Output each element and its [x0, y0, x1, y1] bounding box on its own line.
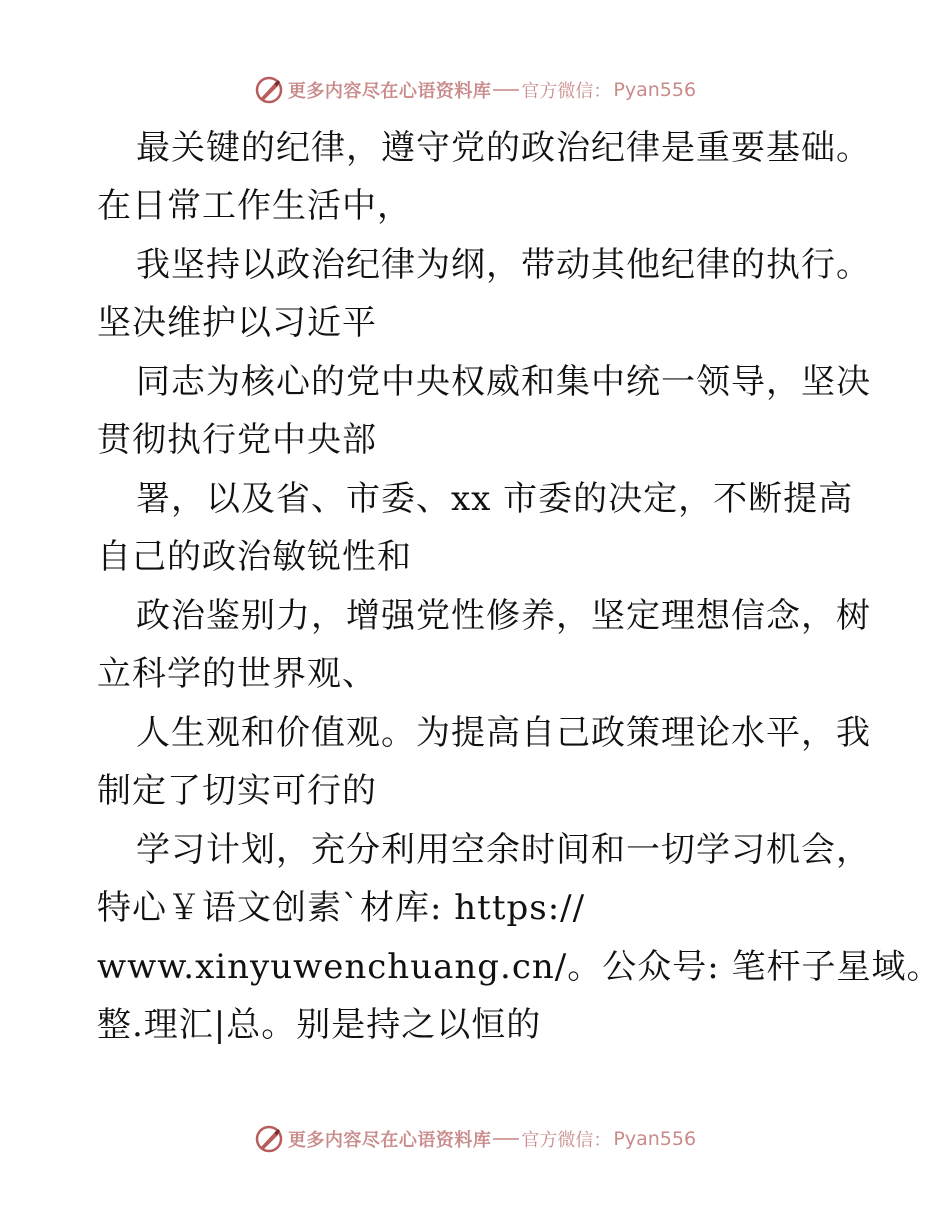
- text-line: 在日常工作生活中，: [97, 186, 412, 226]
- text-line: 同志为核心的党中央权威和集中统一领导，坚决: [136, 362, 871, 402]
- watermark-text: 更多内容尽在心语资料库: [287, 81, 492, 102]
- text-line: www.xinyuwenchuang.cn/。公众号: 笔杆子星域。: [97, 947, 942, 987]
- text-line: 学习计划，充分利用空余时间和一切学习机会，: [136, 830, 871, 870]
- text-line: 制定了切实可行的: [97, 771, 377, 811]
- text-line: 整.理汇|总。别是持之以恒的: [97, 1005, 542, 1045]
- footer-watermark: [0, 1119, 950, 1159]
- text-line: 坚决维护以习近平: [97, 303, 377, 343]
- text-line: 人生观和价值观。为提高自己政策理论水平，我: [136, 713, 871, 753]
- pen-logo-icon: [254, 1124, 284, 1154]
- text-line: 政治鉴别力，增强党性修养，坚定理想信念，树: [136, 596, 871, 636]
- text-line: 最关键的纪律，遵守党的政治纪律是重要基础。: [136, 128, 871, 168]
- text-line: 自己的政治敏锐性和: [97, 537, 412, 577]
- text-line: 我坚持以政治纪律为纲，带动其他纪律的执行。: [136, 245, 871, 285]
- text-line: 贯彻执行党中央部: [97, 420, 377, 460]
- watermark-dash: [493, 89, 519, 91]
- watermark-text: 更多内容尽在心语资料库: [287, 1130, 492, 1151]
- watermark-wechat-id: Pyan556: [613, 1128, 697, 1150]
- header-watermark: [0, 70, 950, 110]
- pen-logo-icon: [254, 75, 284, 105]
- watermark-wechat-id: Pyan556: [613, 79, 697, 101]
- watermark-wechat-label: 官方微信：: [521, 1130, 612, 1151]
- watermark-wechat-label: 官方微信：: [521, 81, 612, 102]
- text-line: 特心￥语文创素`材库: https://: [97, 888, 586, 928]
- text-line: 立科学的世界观、: [97, 654, 377, 694]
- watermark-dash: [493, 1138, 519, 1140]
- text-line: 署，以及省、市委、xx 市委的决定，不断提高: [136, 479, 854, 519]
